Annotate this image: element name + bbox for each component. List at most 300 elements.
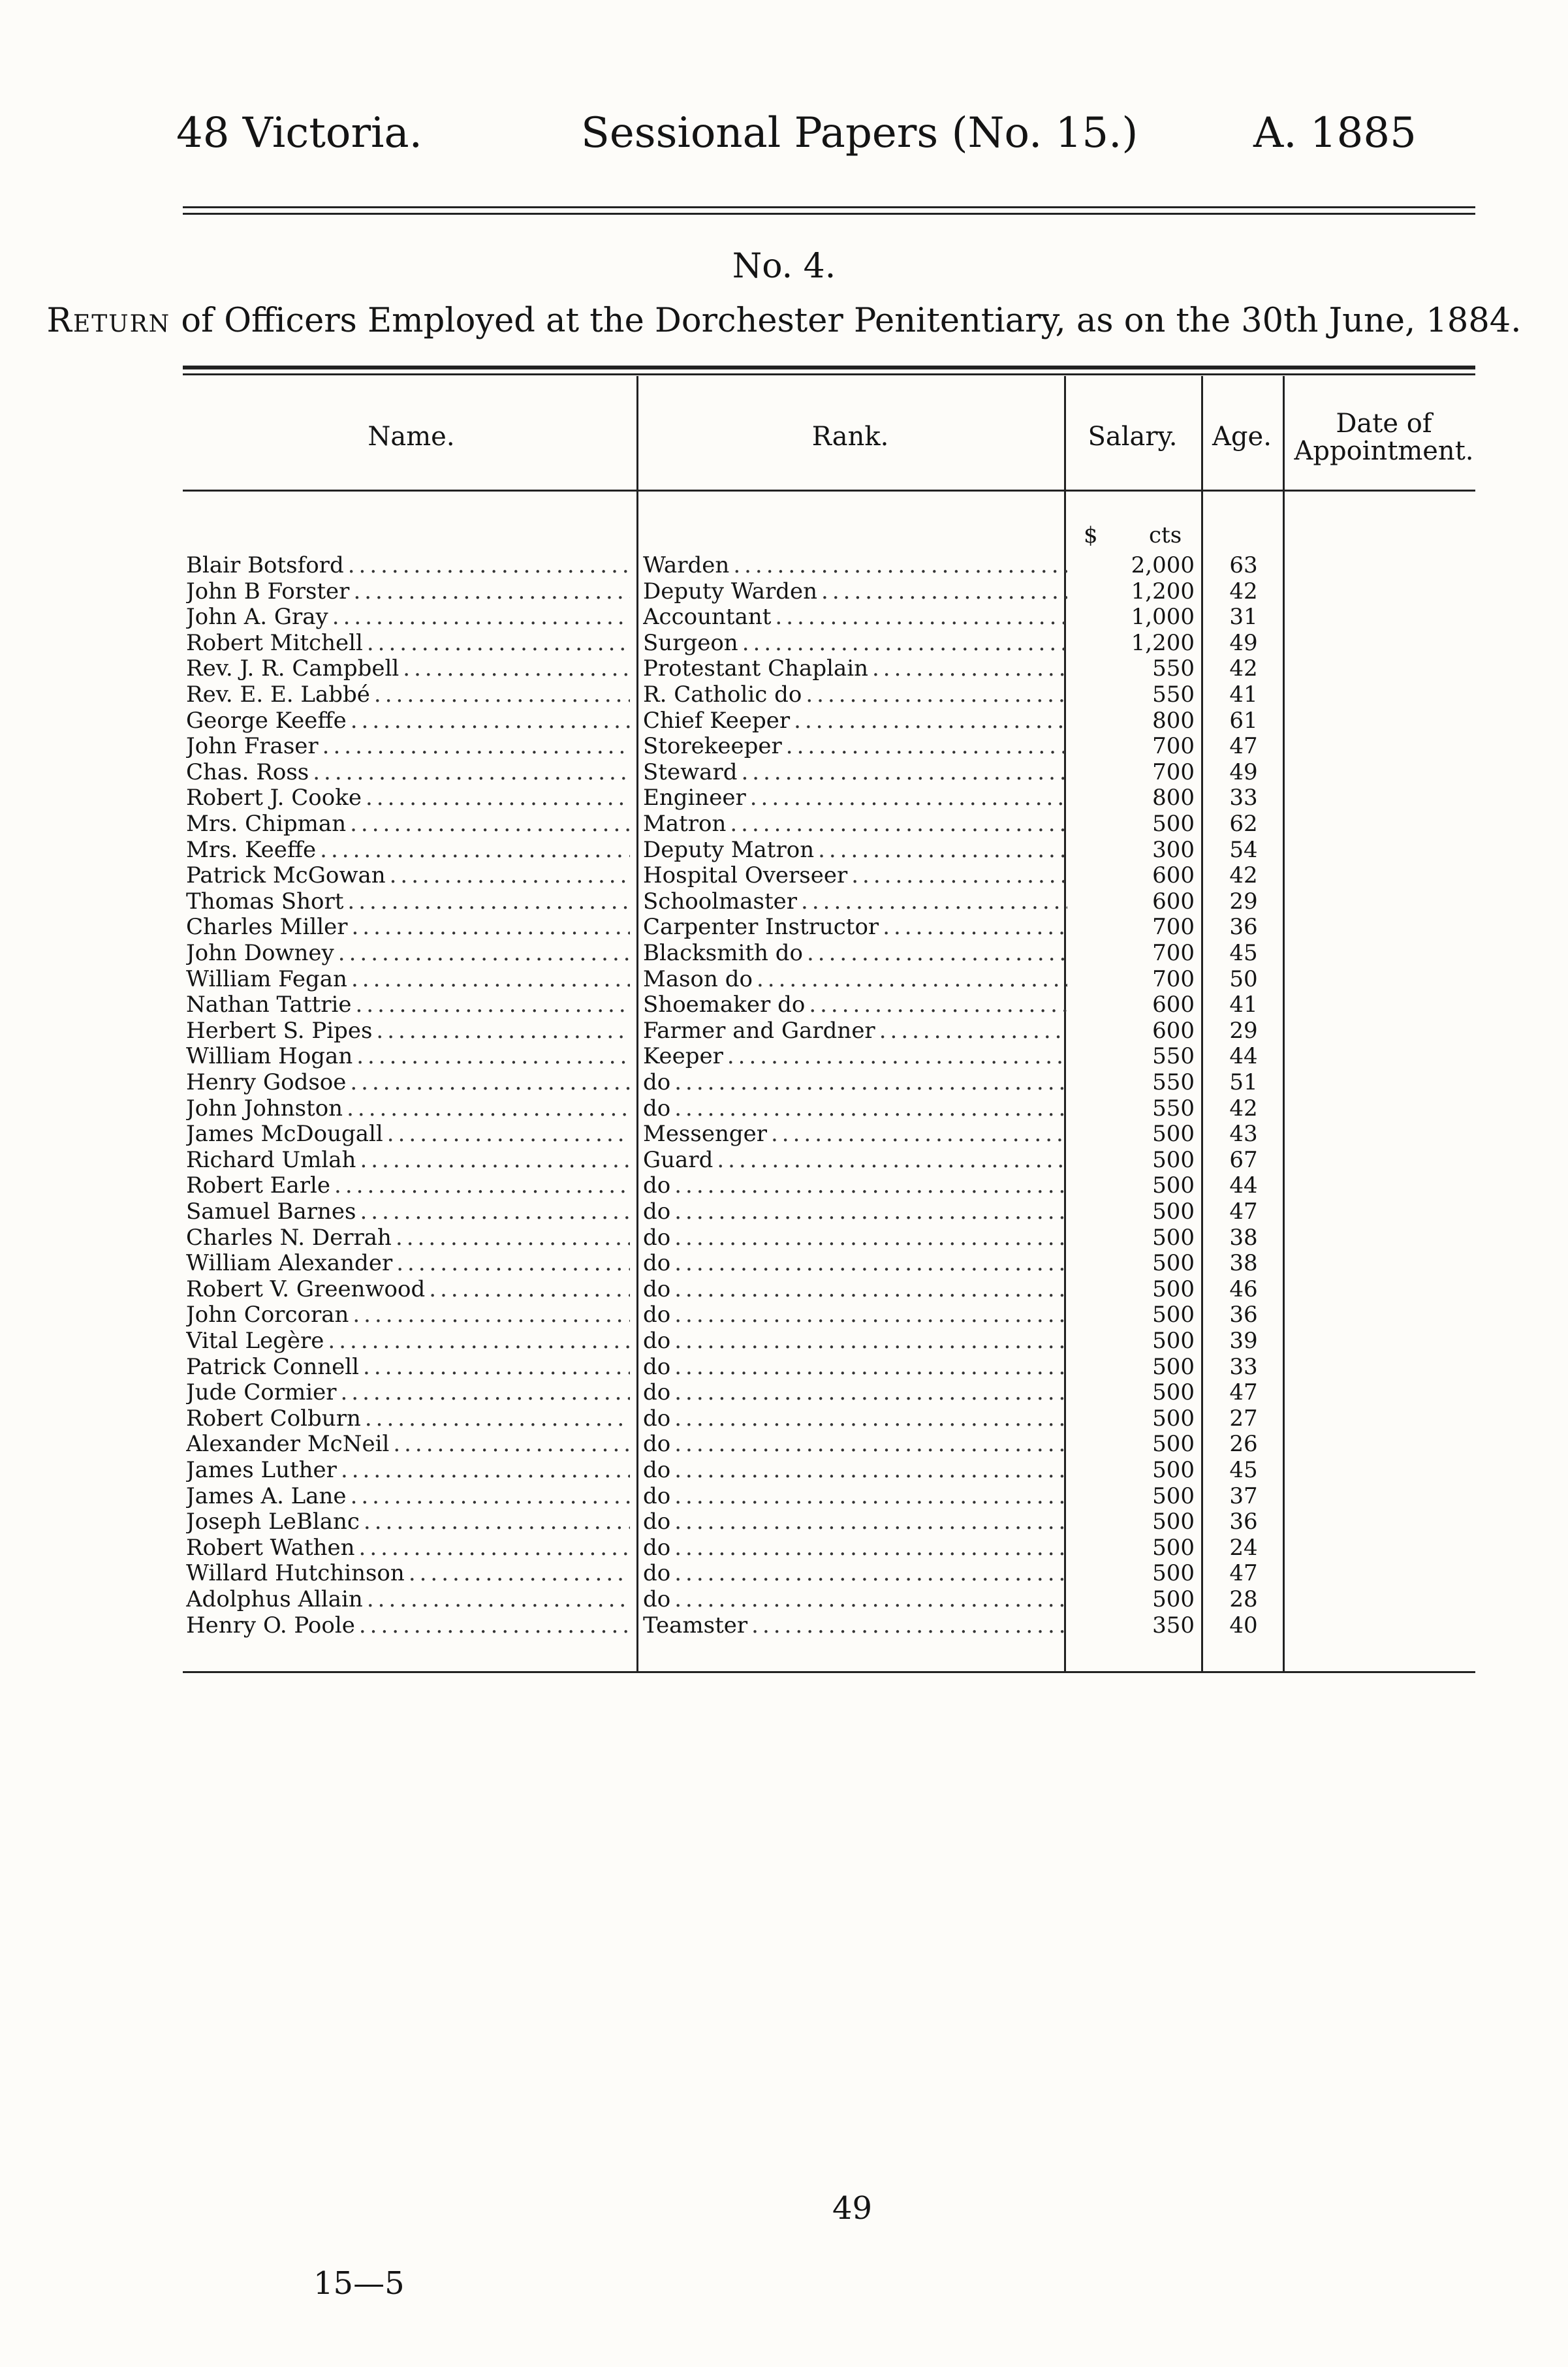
table-row [0,552,1568,578]
officer-name: Robert V. Greenwood [186,1276,426,1302]
officer-rank-cell [643,1172,1067,1199]
officer-age: 47 [1229,1379,1258,1406]
leader-dots [717,1147,1067,1173]
leader-dots [332,604,630,630]
officer-age: 43 [1229,1121,1258,1148]
officer-salary: 2,000 [1131,552,1195,578]
table-row [0,1147,1568,1173]
officer-age: 47 [1229,733,1258,760]
officer-age: 29 [1229,888,1258,915]
officer-name-cell [186,1509,630,1535]
page-number: 49 [832,2190,873,2227]
table-row [0,655,1568,682]
officer-rank: Protestant Chaplain [643,655,868,682]
officer-salary: 500 [1152,1199,1195,1225]
officer-age: 42 [1229,1095,1258,1121]
column-header-salary: Salary. [1088,422,1178,452]
officer-salary: 550 [1152,655,1195,682]
officer-salary: 350 [1152,1612,1195,1638]
officer-rank-cell [643,1069,1067,1095]
officer-name: Thomas Short [186,888,344,915]
document-title [0,302,1568,340]
officer-rank-cell [643,604,1067,630]
leader-dots [355,992,630,1018]
officer-name-cell [186,1250,630,1276]
leader-dots [347,1095,630,1121]
leader-dots [367,630,630,656]
officer-rank: Deputy Warden [643,578,818,604]
officer-name-cell [186,578,630,604]
leader-dots [794,708,1067,734]
officer-age: 47 [1229,1199,1258,1225]
officer-rank: Surgeon [643,629,738,656]
officer-name-cell [186,1199,630,1225]
column-header-rank: Rank. [811,422,889,452]
officer-rank: do [643,1328,671,1354]
officer-rank-cell [643,992,1067,1018]
table-row [0,733,1568,759]
leader-dots [334,1172,630,1199]
officer-name-cell [186,1095,630,1121]
officer-age: 62 [1229,811,1258,837]
table-row [0,1483,1568,1509]
officer-name-cell [186,1043,630,1069]
leader-dots [674,1483,1067,1509]
officer-rank: Hospital Overseer [643,862,848,889]
officer-salary: 700 [1152,914,1195,941]
officer-rank-cell [643,888,1067,915]
officer-salary: 500 [1152,1482,1195,1509]
leader-dots [757,966,1067,992]
officer-age: 38 [1229,1250,1258,1277]
officer-name: Alexander McNeil [186,1431,390,1458]
officer-rank: Steward [643,759,738,785]
officer-salary: 500 [1152,1457,1195,1483]
officer-rank-cell [643,1147,1067,1173]
officer-rank-cell [643,1379,1067,1405]
officer-salary: 1,200 [1131,578,1195,604]
leader-dots [387,1121,630,1147]
table-row [0,1018,1568,1044]
officer-rank-cell [643,708,1067,734]
table-row [0,811,1568,837]
officer-name-cell [186,1483,630,1509]
officer-name: Nathan Tattrie [186,992,352,1018]
officer-age: 44 [1229,1172,1258,1199]
officer-salary: 500 [1152,1121,1195,1148]
officer-salary: 500 [1152,1276,1195,1302]
table-row [0,1405,1568,1432]
officer-name-cell [186,992,630,1018]
officer-salary: 500 [1152,1146,1195,1173]
table-row [0,1586,1568,1612]
table-top-rule-thin [183,373,1475,375]
leader-dots [730,811,1067,837]
officer-age: 46 [1229,1276,1258,1302]
leader-dots [806,682,1067,708]
header-rule-bottom [183,213,1475,215]
officer-salary: 500 [1152,811,1195,837]
officer-age: 37 [1229,1482,1258,1509]
table-row [0,1095,1568,1121]
officer-name-cell [186,1405,630,1432]
officer-rank: do [643,1224,671,1251]
officer-name: Charles N. Derrah [186,1224,392,1251]
officer-age: 38 [1229,1224,1258,1251]
officer-age: 45 [1229,1457,1258,1483]
officer-salary: 550 [1152,682,1195,708]
table-row [0,1379,1568,1405]
leader-dots [328,1328,630,1354]
officer-rank: do [643,1586,671,1612]
table-row [0,1172,1568,1199]
officer-name: John Corcoran [186,1302,349,1328]
officer-name: Samuel Barnes [186,1199,356,1225]
officer-rank: Matron [643,811,727,837]
officer-name-cell [186,1560,630,1586]
officer-name: John Downey [186,940,334,966]
officer-salary: 300 [1152,836,1195,863]
officer-rank-cell [643,1535,1067,1561]
leader-dots [733,552,1067,578]
leader-dots [352,914,631,940]
officer-age: 26 [1229,1431,1258,1458]
officer-salary: 500 [1152,1250,1195,1277]
officer-name-cell [186,1431,630,1457]
officer-rank: Guard [643,1146,713,1173]
leader-dots [742,630,1067,656]
officer-salary: 500 [1152,1224,1195,1251]
leader-dots [390,862,630,888]
officer-age: 50 [1229,965,1258,992]
officer-rank: do [643,1276,671,1302]
officer-age: 51 [1229,1069,1258,1095]
leader-dots [674,1069,1067,1095]
officer-rank: do [643,1095,671,1121]
leader-dots [771,1121,1067,1147]
officer-name-cell [186,1379,630,1405]
leader-dots [727,1043,1067,1069]
officer-age: 41 [1229,992,1258,1018]
leader-dots [341,1457,630,1483]
officer-name-cell [186,1276,630,1302]
leader-dots [674,1560,1067,1586]
table-row [0,914,1568,940]
leader-dots [403,655,630,682]
officer-name-cell [186,1586,630,1612]
officer-name: George Keeffe [186,707,347,734]
officer-name: John Johnston [186,1095,343,1121]
officer-name: Rev. E. E. Labbé [186,682,370,708]
officer-age: 33 [1229,1353,1258,1380]
officer-name: Mrs. Keeffe [186,836,317,863]
table-row [0,1509,1568,1535]
officer-rank: Deputy Matron [643,836,815,863]
leader-dots [674,1095,1067,1121]
leader-dots [674,1328,1067,1354]
officer-rank: do [643,1250,671,1277]
table-row [0,759,1568,785]
officer-rank-cell [643,655,1067,682]
officer-name-cell [186,1121,630,1147]
officer-rank: do [643,1379,671,1406]
officer-name: Charles Miller [186,914,348,941]
leader-dots [883,914,1067,940]
officer-rank: Shoemaker do [643,992,806,1018]
salary-dollar-sign: $ [1084,522,1098,548]
officer-name-cell [186,1172,630,1199]
leader-dots [359,1535,630,1561]
officer-rank: Carpenter Instructor [643,914,879,941]
officer-age: 45 [1229,940,1258,966]
table-row [0,1302,1568,1328]
officer-name: John A. Gray [186,604,328,631]
officer-name-cell [186,733,630,759]
table-row [0,1560,1568,1586]
officer-rank-cell [643,1276,1067,1302]
officer-name-cell [186,811,630,837]
table-row [0,1457,1568,1483]
table-row [0,888,1568,915]
officer-rank-cell [643,1586,1067,1612]
officer-age: 49 [1229,759,1258,785]
leader-dots [360,1199,630,1225]
officer-name: Rev. J. R. Campbell [186,655,400,682]
officer-age: 33 [1229,785,1258,811]
officer-name: Jude Cormier [186,1379,337,1406]
leader-dots [348,552,630,578]
officer-age: 40 [1229,1612,1258,1638]
table-row [0,1431,1568,1457]
table-row [0,630,1568,656]
officer-age: 28 [1229,1586,1258,1612]
column-header-name: Name. [368,422,455,452]
salary-cents-label: cts [1149,522,1182,548]
officer-age: 49 [1229,629,1258,656]
officer-age: 42 [1229,655,1258,682]
officer-rank-cell [643,862,1067,888]
officer-name: Patrick Connell [186,1353,360,1380]
leader-dots [741,759,1067,785]
officer-salary: 500 [1152,1353,1195,1380]
officer-rank-cell [643,1043,1067,1069]
leader-dots [674,1276,1067,1302]
officer-rank: Keeper [643,1043,723,1070]
officer-rank: Teamster [643,1612,748,1638]
officer-rank-cell [643,1095,1067,1121]
table-row [0,604,1568,630]
officer-salary: 500 [1152,1172,1195,1199]
officer-salary: 500 [1152,1379,1195,1406]
table-row [0,708,1568,734]
column-header-age: Age. [1212,422,1272,452]
officer-age: 47 [1229,1560,1258,1587]
leader-dots [366,785,630,811]
officer-rank: Blacksmith do [643,940,803,966]
leader-dots [751,1612,1067,1638]
table-row [0,992,1568,1018]
document-title-prefix: Return [46,302,171,340]
officer-rank-cell [643,1225,1067,1251]
header-rule-top [183,206,1475,208]
leader-dots [674,1405,1067,1432]
officer-age: 67 [1229,1146,1258,1173]
officer-salary: 500 [1152,1431,1195,1458]
officer-name-cell [186,708,630,734]
table-row [0,1276,1568,1302]
officer-age: 31 [1229,604,1258,631]
officer-name-cell [186,837,630,863]
officer-name: William Fegan [186,965,347,992]
officer-rank-cell [643,940,1067,966]
officer-salary: 600 [1152,992,1195,1018]
table-row [0,966,1568,992]
officer-rank-cell [643,578,1067,604]
officer-rank: Mason do [643,965,753,992]
officer-age: 29 [1229,1017,1258,1044]
column-header-date-line1: Date of [1336,409,1432,439]
officer-rank: Schoolmaster [643,888,798,915]
leader-dots [396,1225,630,1251]
leader-dots [821,578,1067,604]
officer-name-cell [186,682,630,708]
leader-dots [409,1560,630,1586]
table-row [0,940,1568,966]
column-header-date [1283,410,1485,465]
officer-age: 63 [1229,552,1258,578]
officer-rank-cell [643,1560,1067,1586]
officer-rank: do [643,1560,671,1587]
officer-rank: Accountant [643,604,772,631]
officer-rank-cell [643,1457,1067,1483]
officer-salary: 500 [1152,1534,1195,1561]
officer-name-cell [186,759,630,785]
leader-dots [393,1431,630,1457]
officer-rank: do [643,1482,671,1509]
leader-dots [872,655,1067,682]
officer-name-cell [186,1018,630,1044]
officer-salary: 550 [1152,1069,1195,1095]
officer-salary: 500 [1152,1586,1195,1612]
table-row [0,1535,1568,1561]
officer-name: James McDougall [186,1121,383,1148]
officer-name-cell [186,1354,630,1380]
officer-name-cell [186,630,630,656]
officer-rank-cell [643,1121,1067,1147]
officer-rank-cell [643,1302,1067,1328]
table-row [0,837,1568,863]
officer-salary: 500 [1152,1405,1195,1432]
officer-rank-cell [643,1250,1067,1276]
officer-rank: Messenger [643,1121,767,1148]
leader-dots [363,1354,630,1380]
officer-salary: 500 [1152,1302,1195,1328]
officer-rank-cell [643,1509,1067,1535]
table-row [0,1354,1568,1380]
officer-salary: 500 [1152,1560,1195,1587]
officer-name-cell [186,914,630,940]
header-year: A. 1885 [1253,109,1417,157]
leader-dots [801,888,1067,915]
officer-name: Vital Legère [186,1328,324,1354]
leader-dots [351,966,630,992]
table-row [0,1612,1568,1638]
officer-rank: Warden [643,552,730,578]
officer-age: 61 [1229,707,1258,734]
officer-rank-cell [643,1328,1067,1354]
officer-salary: 1,200 [1131,629,1195,656]
leader-dots [674,1431,1067,1457]
officer-name: John B Forster [186,578,350,604]
leader-dots [356,1043,630,1069]
officer-rank-cell [643,1612,1067,1638]
officer-name: William Hogan [186,1043,353,1070]
table-bottom-rule [183,1671,1475,1673]
officer-name-cell [186,1302,630,1328]
officer-name-cell [186,1457,630,1483]
table-row [0,578,1568,604]
officer-name: Robert Earle [186,1172,331,1199]
leader-dots [313,759,630,785]
leader-dots [775,604,1067,630]
officer-rank-cell [643,759,1067,785]
leader-dots [374,682,630,708]
officer-rank: do [643,1069,671,1095]
officer-name: Chas. Ross [186,759,309,785]
table-row [0,1250,1568,1276]
officer-rank-cell [643,552,1067,578]
officer-rank: do [643,1172,671,1199]
officer-name-cell [186,655,630,682]
officer-salary: 500 [1152,1509,1195,1535]
leader-dots [674,1535,1067,1561]
table-row [0,1225,1568,1251]
officer-rank: Storekeeper [643,733,782,760]
leader-dots [809,992,1067,1018]
officer-rank-cell [643,630,1067,656]
officer-name: Robert J. Cooke [186,785,362,811]
officer-rank: do [643,1353,671,1380]
officer-salary: 800 [1152,707,1195,734]
officer-age: 36 [1229,914,1258,941]
officer-age: 54 [1229,836,1258,863]
officer-age: 44 [1229,1043,1258,1070]
table-row [0,1199,1568,1225]
leader-dots [322,733,630,759]
officer-rank-cell [643,1405,1067,1432]
officer-salary: 700 [1152,940,1195,966]
officer-age: 36 [1229,1302,1258,1328]
leader-dots [674,1199,1067,1225]
officer-rank: do [643,1534,671,1561]
document-number: No. 4. [732,247,836,286]
officer-salary: 600 [1152,1017,1195,1044]
officer-name: Adolphus Allain [186,1586,363,1612]
table-top-rule [183,366,1475,369]
leader-dots [786,733,1067,759]
officer-age: 27 [1229,1405,1258,1432]
officer-name: John Fraser [186,733,319,760]
officer-rank: Chief Keeper [643,707,791,734]
table-row [0,1069,1568,1095]
officer-rank-cell [643,682,1067,708]
officer-name-cell [186,862,630,888]
officer-rank: do [643,1457,671,1483]
leader-dots [674,1457,1067,1483]
officer-name-cell [186,1535,630,1561]
officer-salary: 800 [1152,785,1195,811]
leader-dots [851,862,1067,888]
